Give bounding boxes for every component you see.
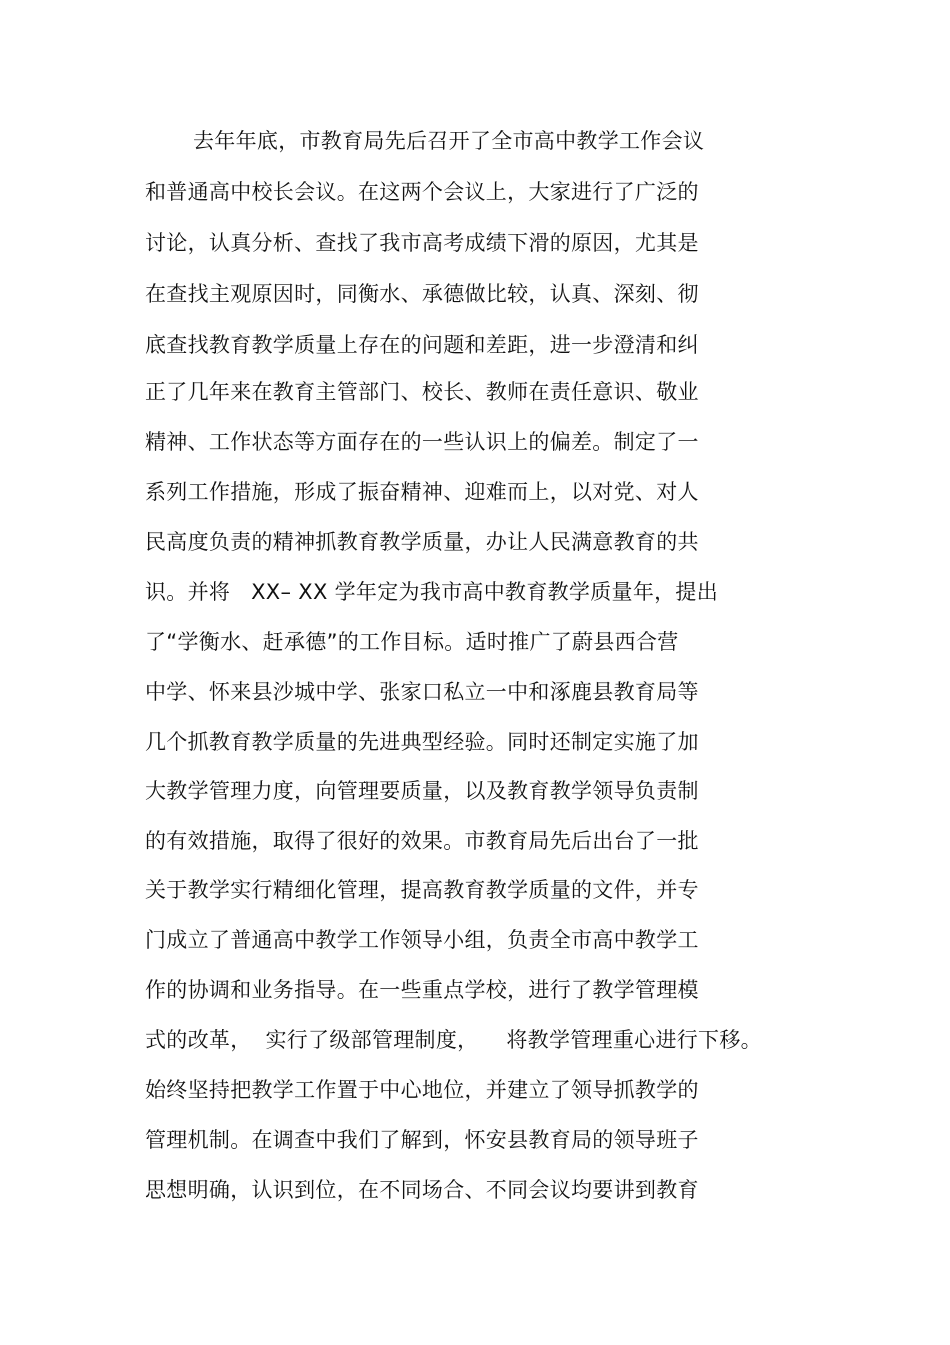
paragraph-line-6: 正了几年来在教育主管部门、校长、教师在责任意识、敬业 xyxy=(145,380,699,404)
paragraph-line-12: 中学、怀来县沙城中学、张家口私立一中和涿鹿县教育局等 xyxy=(145,680,699,704)
paragraph-line-2: 和普通高中校长会议。在这两个会议上，大家进行了广泛的 xyxy=(145,180,699,204)
paragraph-line-1: 去年年底，市教育局先后召开了全市高中教学工作会议 xyxy=(193,129,705,153)
paragraph-line-9: 民高度负责的精神抓教育教学质量，办让人民满意教育的共 xyxy=(145,530,699,554)
paragraph-line-22: 思想明确，认识到位，在不同场合、不同会议均要讲到教育 xyxy=(145,1178,699,1202)
paragraph-line-20: 始终坚持把教学工作置于中心地位，并建立了领导抓教学的 xyxy=(145,1078,699,1102)
paragraph-line-13: 几个抓教育教学质量的先进典型经验。同时还制定实施了加 xyxy=(145,730,699,754)
paragraph-line-16: 关于教学实行精细化管理，提高教育教学质量的文件，并专 xyxy=(145,878,699,902)
paragraph-line-10: 识。并将 XX– XX 学年定为我市高中教育教学质量年，提出 xyxy=(145,580,719,604)
paragraph-line-21: 管理机制。在调查中我们了解到，怀安县教育局的领导班子 xyxy=(145,1128,699,1152)
paragraph-line-5: 底查找教育教学质量上存在的问题和差距，进一步澄清和纠 xyxy=(145,333,699,357)
paragraph-line-11: 了“学衡水、赶承德”的工作目标。适时推广了蔚县西合营 xyxy=(145,630,679,654)
paragraph-line-8: 系列工作措施，形成了振奋精神、迎难而上，以对党、对人 xyxy=(145,480,699,504)
paragraph-line-19: 式的改革， 实行了级部管理制度， 将教学管理重心进行下移。 xyxy=(145,1028,762,1052)
paragraph-line-18: 作的协调和业务指导。在一些重点学校，进行了教学管理模 xyxy=(145,978,699,1002)
paragraph-line-17: 门成立了普通高中教学工作领导小组，负责全市高中教学工 xyxy=(145,928,699,952)
paragraph-line-14: 大教学管理力度，向管理要质量，以及教育教学领导负责制 xyxy=(145,779,699,803)
paragraph-line-3: 讨论，认真分析、查找了我市高考成绩下滑的原因，尤其是 xyxy=(145,231,699,255)
paragraph-line-7: 精神、工作状态等方面存在的一些认识上的偏差。制定了一 xyxy=(145,430,699,454)
paragraph-line-4: 在查找主观原因时，同衡水、承德做比较，认真、深刻、彻 xyxy=(145,282,699,306)
paragraph-line-15: 的有效措施，取得了很好的效果。市教育局先后出台了一批 xyxy=(145,829,699,853)
